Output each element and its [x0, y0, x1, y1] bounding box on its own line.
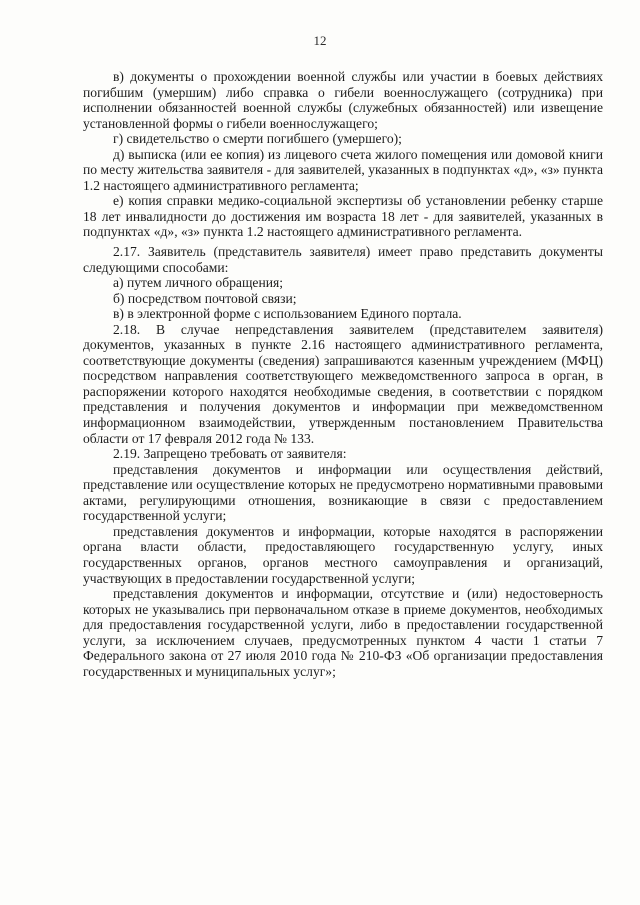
paragraph-2-19: 2.19. Запрещено требовать от заявителя:: [113, 446, 347, 462]
paragraph-2-17-a: а) путем личного обращения;: [113, 275, 284, 291]
paragraph-2-16-v: в) документы о прохождении военной службы или участии в боевых действиях погибшим (умершим) либо справка о гибели военнослужащего (сотрудника) при исполнении обязанностей военной службы (служебных обязанностей) или извещение установленной формы о гибели военнослужащего;: [83, 69, 603, 131]
paragraph-2-16-g: г) свидетельство о смерти погибшего (умершего);: [113, 131, 402, 147]
paragraph-2-19-item-1: представления документов и информации или осуществления действий, представление или осуществление которых не предусмотрено нормативными правовыми актами, регулирующими отношения, возникающие в связи с предоставлением государственной услуги;: [83, 461, 603, 524]
paragraph-2-16-e: е) копия справки медико-социальной экспертизы об установлении ребенку старше 18 лет инвалидности до достижения им возраста 18 лет - для заявителей, указанных в подпунктах «д», «з» пункта 1.2 настоящего административного регламента.: [83, 193, 603, 240]
paragraph-2-16-d: д) выписка (или ее копия) из лицевого счета жилого помещения или домовой книги по месту жительства заявителя - для заявителей, указанных в подпунктах «д», «з» пункта 1.2 настоящего административного регламента;: [83, 146, 603, 193]
document-body: [83, 69, 603, 679]
paragraph-2-19-item-2: представления документов и информации, которые находятся в распоряжении органа власти области, предоставляющего государственную услугу, иных государственных органов, органов местного самоуправления и организаций, участвующих в предоставлении государственной услуги;: [83, 523, 603, 586]
paragraph-2-17-v: в) в электронной форме с использованием Единого портала.: [113, 306, 462, 322]
page-number: 12: [313, 33, 327, 48]
paragraph-2-18: 2.18. В случае непредставления заявителем (представителем заявителя) документов, указанных в пункте 2.16 настоящего административного регламента, соответствующие документы (сведения) запрашиваются казенным учреждением (МФЦ) посредством направления соответствующего межведомственного запроса в орган, в распоряжении которого находятся необходимые сведения, в соответствии с порядком представления и получения документов и информации при межведомственном информационном взаимодействии, утвержденным постановлением Правительства области от 17 февраля 2012 года № 133.: [83, 321, 603, 446]
paragraph-2-17-b: б) посредством почтовой связи;: [113, 290, 297, 306]
paragraph-2-19-item-3: представления документов и информации, отсутствие и (или) недостоверность которых не указывались при первоначальном отказе в приеме документов, необходимых для предоставления государственной услуги, либо в предоставлении государственной услуги, за исключением случаев, предусмотренных пунктом 4 части 1 статьи 7 Федерального закона от 27 июля 2010 года № 210-ФЗ «Об организации предоставления государственных и муниципальных услуг»;: [83, 586, 603, 679]
paragraph-2-17: 2.17. Заявитель (представитель заявителя) имеет право представить документы следующими способами:: [83, 244, 603, 275]
